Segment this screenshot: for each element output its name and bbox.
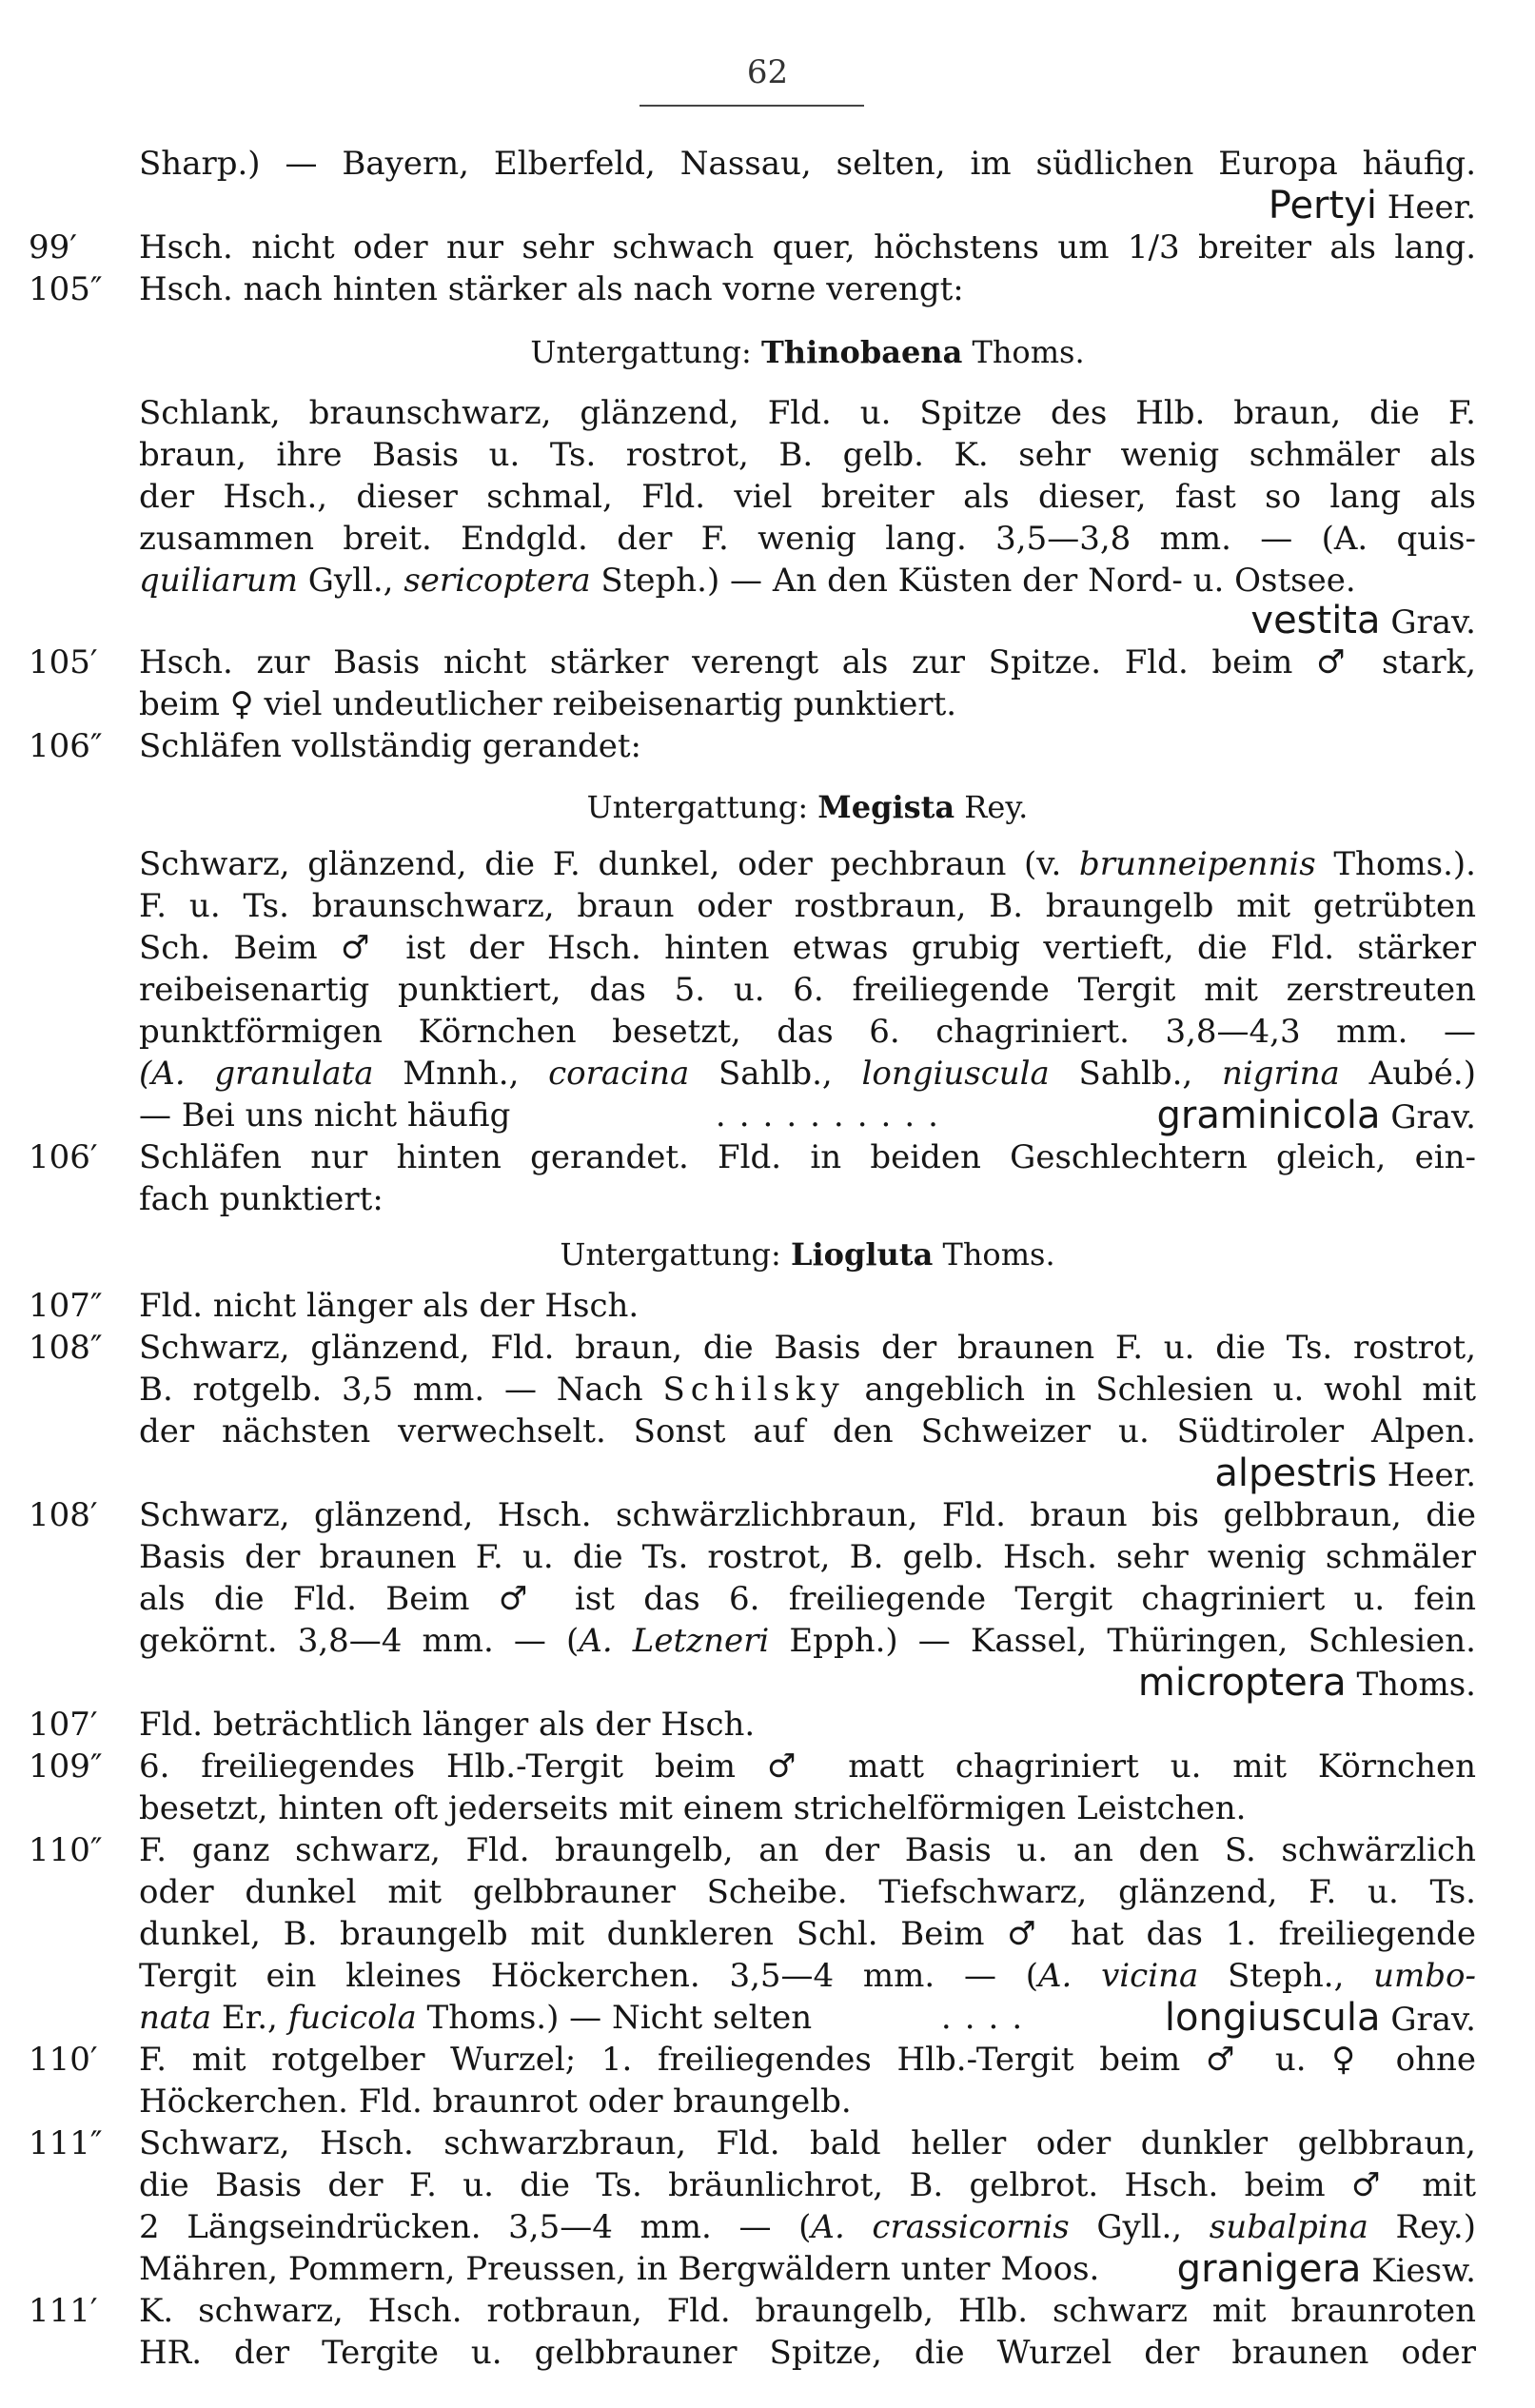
species-author: Grav. bbox=[1390, 603, 1476, 641]
species-name: granigera bbox=[1176, 2248, 1362, 2291]
text-span: Tergit ein kleines Höckerchen. 3,5—4 mm. — ( bbox=[139, 1957, 1038, 1995]
species-line bbox=[139, 1452, 1476, 1496]
text-span: gekörnt. 3,8—4 mm. — ( bbox=[139, 1622, 580, 1660]
text-span: Sahlb., bbox=[1049, 1055, 1222, 1093]
leader-dots: .......... bbox=[715, 1096, 952, 1135]
text-span: — Bei uns nicht häufig bbox=[139, 1096, 511, 1135]
text-line: dunkel, B. braungelb mit dunkleren Schl. Beim ♂ hat das 1. freiliegende bbox=[139, 1915, 1476, 1953]
species-name: Pertyi bbox=[1268, 185, 1377, 227]
text-line: F. ganz schwarz, Fld. braungelb, an der Basis u. an den S. schwärzlich bbox=[139, 1831, 1476, 1869]
text-line bbox=[139, 1620, 1476, 1662]
text-line: Fld. beträchtlich länger als der Hsch. bbox=[139, 1706, 756, 1744]
synonym: coracina bbox=[548, 1055, 690, 1093]
couplet-number: 108″ bbox=[29, 1329, 103, 1367]
text-line: HR. der Tergite u. gelbbrauner Spitze, die Wurzel der braunen oder bbox=[139, 2334, 1476, 2372]
text-span: Steph.) — An den Küsten der Nord- u. Ostsee. bbox=[590, 562, 1356, 600]
text-line: 6. freiliegendes Hlb.-Tergit beim ♂ matt chagriniert u. mit Körnchen bbox=[139, 1747, 1476, 1786]
text-line: punktförmigen Körnchen besetzt, das 6. chagriniert. 3,8—4,3 mm. — bbox=[139, 1013, 1476, 1051]
species-line bbox=[139, 600, 1476, 643]
species-line bbox=[139, 185, 1476, 228]
text-line bbox=[139, 1369, 1476, 1411]
couplet-number: 111″ bbox=[29, 2124, 103, 2162]
text-line bbox=[139, 1955, 1476, 1997]
synonym: A. crassicornis bbox=[811, 2208, 1070, 2246]
text-line: F. mit rotgelber Wurzel; 1. freiliegendes Hlb.-Tergit beim ♂ u. ♀ ohne bbox=[139, 2041, 1476, 2079]
text-line: Schwarz, glänzend, Hsch. schwärzlichbraun, Fld. braun bis gelbbraun, die bbox=[139, 1496, 1476, 1534]
text-line: Schwarz, glänzend, Fld. braun, die Basis der braunen F. u. die Ts. rostrot, bbox=[139, 1329, 1476, 1367]
couplet-number: 110″ bbox=[29, 1831, 103, 1869]
subgenus-name: Megista bbox=[817, 789, 955, 825]
couplet-number: 111′ bbox=[29, 2292, 98, 2330]
couplet-number: 106′ bbox=[29, 1138, 98, 1176]
text-line: Hsch. zur Basis nicht stärker verengt als zur Spitze. Fld. beim ♂ stark, bbox=[139, 643, 1476, 681]
text-line: Schlank, braunschwarz, glänzend, Fld. u. Spitze des Hlb. braun, die F. bbox=[139, 394, 1476, 432]
leader-dots: .... bbox=[940, 1999, 1036, 2037]
spaced-name: Schilsky bbox=[662, 1371, 845, 1409]
species-name: alpestris bbox=[1214, 1452, 1377, 1495]
text-span: Epph.) — Kassel, Thüringen, Schlesien. bbox=[769, 1622, 1476, 1660]
text-line bbox=[139, 2206, 1476, 2248]
couplet-number: 108′ bbox=[29, 1496, 98, 1534]
text-line: der Hsch., dieser schmal, Fld. viel breiter als dieser, fast so lang als bbox=[139, 478, 1476, 516]
synonym: longiuscula bbox=[861, 1055, 1050, 1093]
synonym: A. Letzneri bbox=[579, 1622, 770, 1660]
text-line: Schläfen vollständig gerandet: bbox=[139, 727, 642, 765]
text-line: K. schwarz, Hsch. rotbraun, Fld. braungelb, Hlb. schwarz mit braunroten bbox=[139, 2292, 1476, 2330]
text-line: F. u. Ts. braunschwarz, braun oder rostbraun, B. braungelb mit getrübten bbox=[139, 887, 1476, 925]
species-name: microptera bbox=[1137, 1662, 1347, 1705]
text-line: braun, ihre Basis u. Ts. rostrot, B. gelb. K. sehr wenig schmäler als bbox=[139, 436, 1476, 474]
text-line: oder dunkel mit gelbbrauner Scheibe. Tiefschwarz, glänzend, F. u. Ts. bbox=[139, 1873, 1476, 1911]
text-line: Hsch. nach hinten stärker als nach vorne verengt: bbox=[139, 270, 964, 308]
couplet-number: 99′ bbox=[29, 228, 77, 266]
text-span: B. rotgelb. 3,5 mm. — Nach bbox=[139, 1371, 663, 1409]
text-line: als die Fld. Beim ♂ ist das 6. freiliegende Tergit chagriniert u. fein bbox=[139, 1580, 1476, 1618]
text-span: Gyll., bbox=[297, 562, 404, 600]
text-line: besetzt, hinten oft jederseits mit einem strichelförmigen Leistchen. bbox=[139, 1789, 1247, 1827]
species-author: Kiesw. bbox=[1371, 2252, 1476, 2290]
subgenus-name: Liogluta bbox=[790, 1236, 934, 1273]
text-span: Thoms.). bbox=[1315, 845, 1476, 883]
subgenus-label: Untergattung: bbox=[586, 789, 809, 825]
synonym: fucicola bbox=[287, 1999, 417, 2037]
text-line bbox=[139, 560, 1476, 602]
text-span: 2 Längseindrücken. 3,5—4 mm. — ( bbox=[139, 2208, 812, 2246]
text-span: Mähren, Pommern, Preussen, in Bergwäldern unter Moos. bbox=[139, 2250, 1100, 2288]
synonym: umbo- bbox=[1373, 1957, 1476, 1995]
species-author: Grav. bbox=[1390, 1098, 1476, 1136]
subgenus-author: Rey. bbox=[964, 789, 1029, 825]
subgenus-label: Untergattung: bbox=[560, 1236, 781, 1273]
text-span: Gyll., bbox=[1069, 2208, 1210, 2246]
couplet-number: 105′ bbox=[29, 643, 98, 681]
species-author: Heer. bbox=[1387, 188, 1476, 227]
text-line: Sharp.) — Bayern, Elberfeld, Nassau, selten, im südlichen Europa häufig. bbox=[139, 145, 1476, 183]
species-line bbox=[139, 1095, 1476, 1138]
text-line: die Basis der F. u. die Ts. bräunlichrot, B. gelbrot. Hsch. beim ♂ mit bbox=[139, 2166, 1476, 2204]
subgenus-name: Thinobaena bbox=[760, 334, 963, 370]
text-line: zusammen breit. Endgld. der F. wenig lang. 3,5—3,8 mm. — (A. quis- bbox=[139, 520, 1476, 558]
couplet-number: 107″ bbox=[29, 1287, 103, 1325]
text-span: Aubé.) bbox=[1339, 1055, 1476, 1093]
synonym: nata bbox=[139, 1999, 212, 2037]
species-name: longiuscula bbox=[1164, 1997, 1381, 2040]
couplet-number: 107′ bbox=[29, 1706, 98, 1744]
couplet-number: 106″ bbox=[29, 727, 103, 765]
text-line: Sch. Beim ♂ ist der Hsch. hinten etwas grubig vertieft, die Fld. stärker bbox=[139, 929, 1476, 967]
species-line bbox=[139, 1662, 1476, 1706]
page-number: 62 bbox=[746, 53, 789, 91]
text-line: fach punktiert: bbox=[139, 1180, 384, 1218]
text-line: Fld. nicht länger als der Hsch. bbox=[139, 1287, 640, 1325]
species-line bbox=[139, 1997, 1476, 2041]
species-name: graminicola bbox=[1156, 1095, 1381, 1137]
species-author: Thoms. bbox=[1356, 1666, 1476, 1704]
couplet-number: 109″ bbox=[29, 1747, 103, 1786]
text-line: beim ♀ viel undeutlicher reibeisenartig punktiert. bbox=[139, 685, 957, 723]
synonym: subalpina bbox=[1209, 2208, 1368, 2246]
text-span: angeblich in Schlesien u. wohl mit bbox=[844, 1371, 1476, 1409]
species-name: vestita bbox=[1250, 600, 1381, 642]
synonym: quiliarum bbox=[139, 562, 298, 600]
text-line bbox=[139, 1053, 1476, 1095]
text-span: Er., bbox=[211, 1999, 288, 2037]
header-rule bbox=[640, 105, 864, 107]
text-span: Steph., bbox=[1198, 1957, 1374, 1995]
synonym: sericoptera bbox=[403, 562, 591, 600]
text-span: Sahlb., bbox=[689, 1055, 862, 1093]
text-line: Schwarz, Hsch. schwarzbraun, Fld. bald heller oder dunkler gelbbraun, bbox=[139, 2124, 1476, 2162]
synonym: A. vicina bbox=[1037, 1957, 1199, 1995]
synonym: (A. granulata bbox=[139, 1055, 374, 1093]
couplet-number: 110′ bbox=[29, 2041, 98, 2079]
text-line bbox=[139, 843, 1476, 885]
subgenus-label: Untergattung: bbox=[530, 334, 752, 370]
text-line: Hsch. nicht oder nur sehr schwach quer, höchstens um 1/3 breiter als lang. bbox=[139, 228, 1476, 266]
synonym: brunneipennis bbox=[1078, 845, 1316, 883]
subgenus-author: Thoms. bbox=[972, 334, 1085, 370]
text-line: Schläfen nur hinten gerandet. Fld. in beiden Geschlechtern gleich, ein- bbox=[139, 1138, 1476, 1176]
text-line: Höckerchen. Fld. braunrot oder braungelb. bbox=[139, 2082, 852, 2121]
subgenus-heading bbox=[139, 331, 1476, 373]
text-line: Basis der braunen F. u. die Ts. rostrot, B. gelb. Hsch. sehr wenig schmäler bbox=[139, 1538, 1476, 1576]
subgenus-author: Thoms. bbox=[942, 1236, 1055, 1273]
species-line bbox=[139, 2248, 1476, 2292]
text-span: Mnnh., bbox=[373, 1055, 549, 1093]
synonym: nigrina bbox=[1221, 1055, 1340, 1093]
species-author: Grav. bbox=[1390, 2001, 1476, 2039]
subgenus-heading bbox=[139, 786, 1476, 828]
text-line: der nächsten verwechselt. Sonst auf den Schweizer u. Südtiroler Alpen. bbox=[139, 1412, 1476, 1451]
text-line: reibeisenartig punktiert, das 5. u. 6. freiliegende Tergit mit zerstreuten bbox=[139, 971, 1476, 1009]
text-span: Schwarz, glänzend, die F. dunkel, oder pechbraun (v. bbox=[139, 845, 1079, 883]
text-span: Rey.) bbox=[1368, 2208, 1476, 2246]
subgenus-heading bbox=[139, 1234, 1476, 1275]
text-span: Thoms.) — Nicht selten bbox=[416, 1999, 813, 2037]
species-author: Heer. bbox=[1387, 1456, 1476, 1494]
couplet-number: 105″ bbox=[29, 270, 103, 308]
